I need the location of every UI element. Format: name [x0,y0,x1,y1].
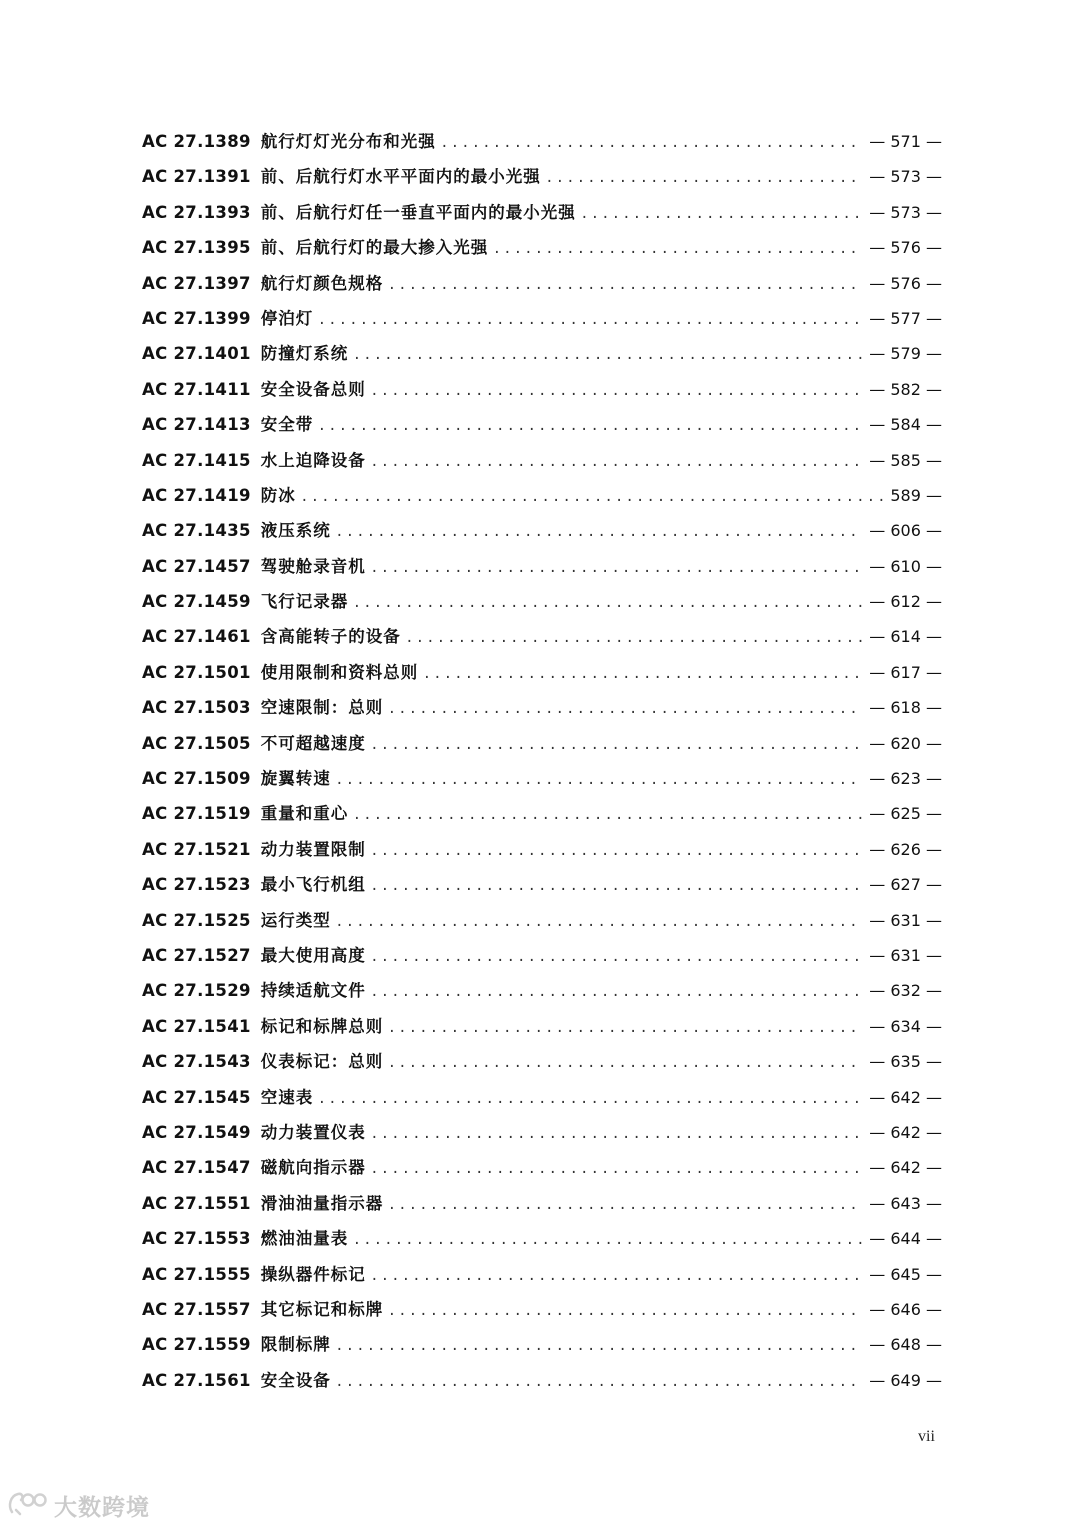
toc-entry[interactable] [142,159,942,194]
toc-entry-code: AC 27.1503 [142,698,251,718]
toc-entry-code: AC 27.1527 [142,945,251,965]
toc-entry-code: AC 27.1505 [142,733,251,753]
toc-entry-title: 安全带 [260,415,314,435]
dot-leader [319,301,863,336]
toc-entry[interactable] [142,903,942,938]
toc-entry-page: — 643 — [869,1193,942,1213]
toc-entry-page: — 623 — [869,769,942,789]
toc-entry-page: — 626 — [869,839,942,859]
toc-entry[interactable] [142,336,942,371]
toc-entry-code: AC 27.1401 [142,344,251,364]
toc-entry-title: 防撞灯系统 [260,344,349,364]
toc-entry-code: AC 27.1523 [142,875,251,895]
watermark-text: 大数跨境 [54,1494,150,1521]
toc-entry[interactable] [142,832,942,867]
watermark-logo-icon [6,1488,52,1522]
toc-entry-title: 动力装置限制 [260,839,366,859]
toc-entry-page: — 573 — [869,167,942,187]
toc-entry-title: 重量和重心 [260,804,349,824]
dot-leader [354,336,863,371]
dot-leader [372,726,863,761]
toc-entry-page: — 635 — [869,1052,942,1072]
toc-entry-page: — 617 — [869,662,942,682]
toc-entry[interactable] [142,1363,942,1398]
toc-entry-code: AC 27.1559 [142,1335,251,1355]
toc-entry-code: AC 27.1397 [142,273,251,293]
toc-entry-code: AC 27.1545 [142,1087,251,1107]
toc-entry[interactable] [142,726,942,761]
toc-entry[interactable] [142,230,942,265]
toc-entry-title: 磁航向指示器 [260,1158,366,1178]
toc-entry[interactable] [142,478,942,513]
toc-entry-page: — 642 — [869,1122,942,1142]
toc-entry-page: 589 — [890,485,942,505]
toc-entry-code: AC 27.1501 [142,662,251,682]
toc-entry[interactable] [142,195,942,230]
dot-leader [337,1327,863,1362]
toc-entry[interactable] [142,1044,942,1079]
toc-entry[interactable] [142,619,942,654]
toc-entry-page: — 625 — [869,804,942,824]
toc-entry-title: 空速限制：总则 [260,698,384,718]
dot-leader [372,549,863,584]
toc-entry[interactable] [142,938,942,973]
dot-leader [337,903,863,938]
toc-entry[interactable] [142,1292,942,1327]
toc-entry-page: — 644 — [869,1229,942,1249]
toc-entry-title: 含高能转子的设备 [260,627,401,647]
toc-entry[interactable] [142,513,942,548]
toc-entry-code: AC 27.1519 [142,804,251,824]
dot-leader [337,513,863,548]
toc-entry-code: AC 27.1561 [142,1370,251,1390]
dot-leader [547,159,863,194]
toc-entry-code: AC 27.1529 [142,981,251,1001]
table-of-contents [142,124,942,1398]
toc-entry[interactable] [142,1257,942,1292]
toc-entry[interactable] [142,690,942,725]
toc-entry-code: AC 27.1411 [142,379,251,399]
toc-entry-code: AC 27.1555 [142,1264,251,1284]
toc-entry-page: — 645 — [869,1264,942,1284]
toc-entry-page: — 646 — [869,1299,942,1319]
toc-entry-title: 前、后航行灯的最大掺入光强 [260,238,489,258]
dot-leader [372,938,863,973]
toc-entry-page: — 649 — [869,1370,942,1390]
toc-entry-code: AC 27.1553 [142,1229,251,1249]
toc-entry-page: — 577 — [869,308,942,328]
toc-entry-title: 液压系统 [260,521,331,541]
toc-entry[interactable] [142,1221,942,1256]
dot-leader [302,478,885,513]
dot-leader [372,372,863,407]
toc-entry-code: AC 27.1551 [142,1193,251,1213]
toc-entry-title: 限制标牌 [260,1335,331,1355]
toc-entry-title: 滑油油量指示器 [260,1193,384,1213]
toc-entry[interactable] [142,1009,942,1044]
toc-entry[interactable] [142,124,942,159]
toc-entry-code: AC 27.1541 [142,1016,251,1036]
toc-entry-page: — 582 — [869,379,942,399]
toc-entry-page: — 571 — [869,132,942,151]
toc-entry-code: AC 27.1435 [142,521,251,541]
dot-leader [389,1186,863,1221]
toc-entry-page: — 642 — [869,1087,942,1107]
toc-entry-code: AC 27.1389 [142,132,251,151]
toc-entry-page: — 648 — [869,1335,942,1355]
toc-entry-page: — 618 — [869,698,942,718]
toc-entry-page: — 614 — [869,627,942,647]
dot-leader [372,1257,863,1292]
dot-leader [354,584,863,619]
dot-leader [494,230,863,265]
dot-leader [319,407,863,442]
toc-entry-title: 燃油油量表 [260,1229,349,1249]
toc-entry-page: — 573 — [869,202,942,222]
dot-leader [424,655,863,690]
dot-leader [582,195,863,230]
dot-leader [337,1363,863,1398]
toc-entry-page: — 584 — [869,415,942,435]
toc-entry-title: 航行灯颜色规格 [260,273,384,293]
toc-entry-page: — 620 — [869,733,942,753]
toc-entry-code: AC 27.1413 [142,415,251,435]
toc-entry-code: AC 27.1419 [142,485,251,505]
toc-entry-code: AC 27.1547 [142,1158,251,1178]
toc-entry-code: AC 27.1557 [142,1299,251,1319]
toc-entry-title: 前、后航行灯任一垂直平面内的最小光强 [260,202,576,222]
toc-entry-page: — 585 — [869,450,942,470]
toc-entry-title: 安全设备 [260,1370,331,1390]
dot-leader [389,266,863,301]
toc-entry[interactable] [142,266,942,301]
toc-entry-page: — 634 — [869,1016,942,1036]
toc-entry-code: AC 27.1395 [142,238,251,258]
toc-entry-code: AC 27.1399 [142,308,251,328]
toc-entry-code: AC 27.1459 [142,592,251,612]
toc-entry-code: AC 27.1415 [142,450,251,470]
toc-entry[interactable] [142,1115,942,1150]
toc-entry-code: AC 27.1461 [142,627,251,647]
toc-entry-title: 最大使用高度 [260,945,366,965]
toc-entry-title: 操纵器件标记 [260,1264,366,1284]
toc-entry-title: 其它标记和标牌 [260,1299,384,1319]
toc-entry-code: AC 27.1543 [142,1052,251,1072]
toc-entry-title: 防冰 [260,485,296,505]
dot-leader [372,443,863,478]
watermark [6,1488,150,1522]
toc-entry-title: 驾驶舱录音机 [260,556,366,576]
toc-entry[interactable] [142,761,942,796]
toc-entry[interactable] [142,1150,942,1185]
toc-entry-title: 标记和标牌总则 [260,1016,384,1036]
toc-entry-title: 前、后航行灯水平平面内的最小光强 [260,167,541,187]
toc-entry-title: 使用限制和资料总则 [260,662,419,682]
toc-entry-title: 动力装置仪表 [260,1122,366,1142]
dot-leader [372,1115,863,1150]
toc-entry-code: AC 27.1457 [142,556,251,576]
dot-leader [442,124,863,159]
dot-leader [389,1292,863,1327]
toc-entry-code: AC 27.1525 [142,910,251,930]
toc-entry-page: — 606 — [869,521,942,541]
dot-leader [389,1044,863,1079]
toc-entry[interactable] [142,1327,942,1362]
toc-entry[interactable] [142,443,942,478]
toc-entry-code: AC 27.1521 [142,839,251,859]
toc-entry-code: AC 27.1509 [142,769,251,789]
toc-entry-title: 最小飞行机组 [260,875,366,895]
toc-entry-title: 停泊灯 [260,308,314,328]
toc-entry-page: — 642 — [869,1158,942,1178]
toc-entry-page: — 627 — [869,875,942,895]
dot-leader [407,619,863,654]
toc-entry-page: — 579 — [869,344,942,364]
dot-leader [372,1150,863,1185]
page-number: vii [918,1428,935,1445]
dot-leader [389,690,863,725]
toc-entry-title: 不可超越速度 [260,733,366,753]
toc-entry[interactable] [142,584,942,619]
toc-entry-title: 旋翼转速 [260,769,331,789]
dot-leader [372,973,863,1008]
toc-entry-code: AC 27.1393 [142,202,251,222]
toc-entry-code: AC 27.1391 [142,167,251,187]
toc-entry-page: — 576 — [869,238,942,258]
dot-leader [337,761,863,796]
toc-entry[interactable] [142,973,942,1008]
toc-entry-page: — 632 — [869,981,942,1001]
toc-entry-page: — 631 — [869,945,942,965]
toc-entry[interactable] [142,796,942,831]
toc-entry-title: 持续适航文件 [260,981,366,1001]
toc-entry-title: 飞行记录器 [260,592,349,612]
toc-entry-page: — 631 — [869,910,942,930]
dot-leader [372,867,863,902]
toc-entry-page: — 576 — [869,273,942,293]
toc-entry-title: 空速表 [260,1087,314,1107]
toc-entry-title: 航行灯灯光分布和光强 [260,132,436,151]
toc-entry-title: 安全设备总则 [260,379,366,399]
toc-entry-title: 运行类型 [260,910,331,930]
toc-entry-title: 仪表标记：总则 [260,1052,384,1072]
toc-entry-code: AC 27.1549 [142,1122,251,1142]
toc-entry[interactable] [142,407,942,442]
toc-entry-page: — 612 — [869,592,942,612]
dot-leader [354,1221,863,1256]
toc-entry-title: 水上迫降设备 [260,450,366,470]
toc-entry[interactable] [142,1080,942,1115]
toc-entry[interactable] [142,301,942,336]
dot-leader [319,1080,863,1115]
toc-entry[interactable] [142,372,942,407]
toc-entry[interactable] [142,549,942,584]
dot-leader [372,832,863,867]
toc-entry[interactable] [142,655,942,690]
toc-entry[interactable] [142,1186,942,1221]
toc-entry[interactable] [142,867,942,902]
toc-entry-page: — 610 — [869,556,942,576]
dot-leader [354,796,863,831]
dot-leader [389,1009,863,1044]
